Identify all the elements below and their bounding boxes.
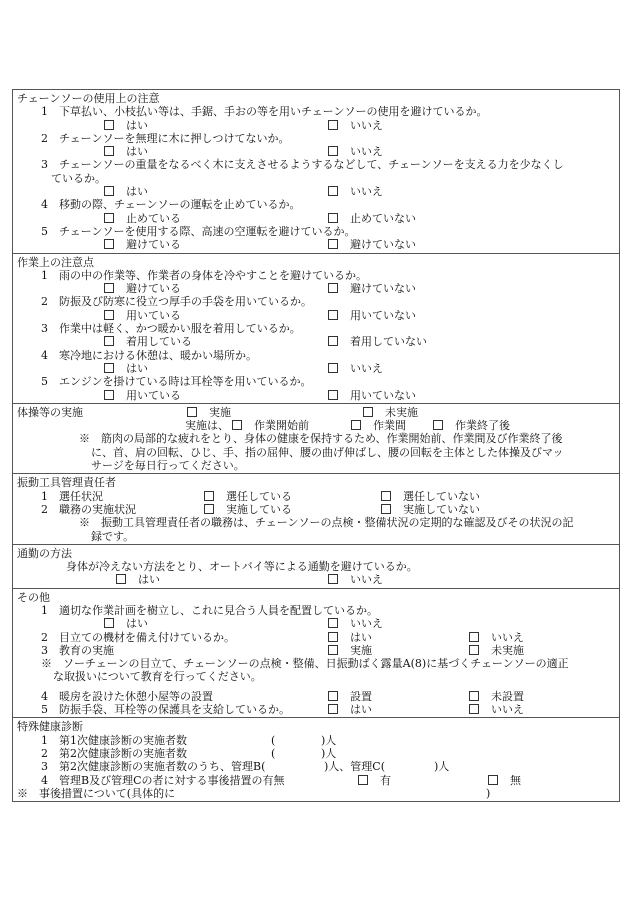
section-chainsaw-usage — [13, 90, 619, 253]
question: 1 第1次健康診断の実施者数 — [41, 733, 187, 747]
option-no[interactable]: いいえ — [328, 185, 383, 198]
paren-close: )人 — [321, 746, 337, 760]
paren-open: ( — [271, 746, 276, 760]
option-stop[interactable]: 止めている — [104, 212, 181, 225]
label-when: 実施は、 — [185, 419, 229, 433]
option-nouse[interactable]: 用いていない — [328, 309, 416, 322]
checkbox[interactable] — [104, 618, 114, 628]
checkbox[interactable] — [104, 336, 114, 346]
option-yes[interactable]: はい — [104, 617, 148, 630]
question: 4 寒冷地における休憩は、暖かい場所か。 — [41, 348, 257, 362]
option-noavoid[interactable]: 避けていない — [328, 238, 416, 251]
option-notimpl[interactable]: 実施していない — [381, 503, 480, 516]
option-no[interactable]: いいえ — [328, 145, 383, 158]
section-title: チェーンソーの使用上の注意 — [17, 92, 160, 105]
checkbox[interactable] — [328, 632, 338, 642]
option-yes[interactable]: はい — [104, 145, 148, 158]
section-title: 作業上の注意点 — [17, 255, 94, 269]
checkbox[interactable] — [104, 239, 114, 249]
option-yes[interactable]: はい — [328, 703, 372, 716]
section-other — [13, 588, 619, 718]
option-use[interactable]: 用いている — [104, 309, 181, 322]
question: 4 移動の際、チェーンソーの運転を止めているか。 — [41, 198, 301, 212]
option-wear[interactable]: 着用している — [104, 335, 192, 348]
checkbox[interactable] — [381, 491, 391, 501]
checkbox[interactable] — [328, 390, 338, 400]
section-exercise — [13, 403, 619, 473]
option-avoid[interactable]: 避けている — [104, 238, 181, 251]
option-no[interactable]: いいえ — [328, 573, 383, 586]
option-use[interactable]: 用いている — [104, 389, 181, 402]
question: 3 チェーンソーの重量をなるべく木に支えさせるようするなどして、チェーンソーを支える力を少なくし — [41, 158, 564, 172]
option-noavoid[interactable]: 避けていない — [328, 282, 416, 295]
checkbox[interactable] — [488, 775, 498, 785]
note: ※ 振動工具管理責任者の職務は、チェーンソーの点検・整備状況の定期的な確認及びその状況の記 — [79, 516, 574, 530]
option-no[interactable]: いいえ — [469, 631, 524, 644]
note-cont: に、首、肩の回転、ひじ、手、指の屈伸、腰の曲げ伸ばし、腰の回転を主体とした体操及びマッ — [91, 445, 564, 459]
option-after[interactable]: 作業終了後 — [433, 419, 510, 432]
note: ※ 事後措置について(具体的に — [17, 786, 176, 800]
option-done[interactable]: 実施 — [328, 644, 372, 657]
checkbox[interactable] — [328, 283, 338, 293]
checkbox[interactable] — [328, 120, 338, 130]
paren-close: )人 — [321, 733, 337, 747]
section-title: その他 — [17, 590, 50, 604]
option-nostop[interactable]: 止めていない — [328, 212, 416, 225]
question: 1 雨の中の作業等、作業者の身体を冷やすことを避けているか。 — [41, 268, 367, 282]
checkbox[interactable] — [328, 146, 338, 156]
question: 1 下草払い、小枝払い等は、手鋸、手おの等を用いチェーンソーの使用を避けているか。 — [41, 105, 488, 119]
option-notdone[interactable]: 未実施 — [469, 644, 524, 657]
question: 2 防振及び防寒に役立つ厚手の手袋を用いているか。 — [41, 295, 312, 309]
question: 2 第2次健康診断の実施者数 — [41, 746, 187, 760]
option-nouse[interactable]: 用いていない — [328, 389, 416, 402]
section-title: 体操等の実施 — [17, 405, 83, 419]
section-title: 特殊健康診断 — [17, 720, 83, 734]
checkbox[interactable] — [433, 420, 443, 430]
option-before[interactable]: 作業開始前 — [232, 419, 309, 432]
option-no[interactable]: いいえ — [328, 617, 383, 630]
question: 4 管理B及び管理Cの者に対する事後措置の有無 — [41, 773, 285, 787]
checkbox[interactable] — [116, 574, 126, 584]
option-nowear[interactable]: 着用していない — [328, 335, 427, 348]
checkbox[interactable] — [469, 704, 479, 714]
section-commute — [13, 544, 619, 588]
note-cont: 録です。 — [91, 529, 135, 543]
option-yes[interactable]: はい — [328, 631, 372, 644]
question: 5 防振手袋、耳栓等の保護具を支給しているか。 — [41, 703, 290, 717]
checkbox[interactable] — [328, 704, 338, 714]
question: 5 チェーンソーを使用する際、高速の空運転を避けているか。 — [41, 224, 356, 238]
checkbox[interactable] — [104, 186, 114, 196]
checkbox[interactable] — [328, 310, 338, 320]
checkbox[interactable] — [328, 645, 338, 655]
question: 5 エンジンを掛けている時は耳栓等を用いているか。 — [41, 375, 312, 389]
option-appointed[interactable]: 選任している — [204, 490, 292, 503]
section-title: 振動工具管理責任者 — [17, 476, 116, 490]
question: 2 職務の実施状況 — [41, 502, 136, 516]
checkbox[interactable] — [469, 645, 479, 655]
checkbox[interactable] — [104, 283, 114, 293]
section-work-precautions — [13, 253, 619, 403]
checkbox[interactable] — [351, 420, 361, 430]
section-title: 通勤の方法 — [17, 546, 72, 560]
option-yes[interactable]: はい — [104, 185, 148, 198]
option-no[interactable]: いいえ — [328, 362, 383, 375]
checkbox[interactable] — [381, 504, 391, 514]
question: 3 教育の実施 — [41, 643, 114, 657]
paren-close: ) — [486, 786, 491, 800]
question: 2 チェーンソーを無理に木に押しつけてないか。 — [41, 131, 290, 145]
option-yes[interactable]: 有 — [358, 774, 391, 787]
checkbox[interactable] — [328, 691, 338, 701]
checkbox[interactable] — [328, 186, 338, 196]
section-health-check — [13, 717, 619, 801]
option-yes[interactable]: はい — [116, 573, 160, 586]
question-cont: ているか。 — [51, 171, 106, 185]
option-notappointed[interactable]: 選任していない — [381, 490, 480, 503]
label-manage-c: )人、管理C( — [324, 760, 385, 774]
checkbox[interactable] — [328, 618, 338, 628]
checkbox[interactable] — [469, 632, 479, 642]
option-during[interactable]: 作業間 — [351, 419, 406, 432]
checkbox[interactable] — [328, 574, 338, 584]
checkbox[interactable] — [104, 146, 114, 156]
option-yes[interactable]: はい — [104, 119, 148, 132]
question: 身体が冷えない方法をとり、オートバイ等による通勤を避けているか。 — [66, 560, 418, 574]
option-impl[interactable]: 実施している — [204, 503, 292, 516]
paren-close: )人 — [434, 760, 450, 774]
checkbox[interactable] — [187, 407, 197, 417]
note: ※ 筋肉の局部的な疲れをとり、身体の健康を保持するため、作業開始前、作業間及び作業終了後 — [79, 432, 563, 446]
checkbox[interactable] — [104, 310, 114, 320]
option-no[interactable]: いいえ — [328, 119, 383, 132]
checkbox[interactable] — [358, 775, 368, 785]
note-cont: サージを毎日行ってください。 — [91, 459, 245, 473]
count-input[interactable] — [285, 747, 319, 759]
option-avoid[interactable]: 避けている — [104, 282, 181, 295]
checkbox[interactable] — [104, 363, 114, 373]
checkbox[interactable] — [204, 504, 214, 514]
question: 3 作業中は軽く、かつ暖かい服を着用しているか。 — [41, 322, 301, 336]
question: 4 暖房を設けた休憩小屋等の設置 — [41, 689, 213, 703]
checkbox[interactable] — [104, 213, 114, 223]
checkbox[interactable] — [328, 239, 338, 249]
question: 3 第2次健康診断の実施者数のうち、管理B( — [41, 760, 266, 774]
note-cont: な取扱いについて教育を行ってください。 — [53, 670, 262, 684]
option-noinst[interactable]: 未設置 — [469, 690, 524, 703]
option-done[interactable]: 実施 — [187, 406, 231, 419]
note: ※ ソーチェーンの目立て、チェーンソーの点検・整備、日振動ばく露量A(8)に基づくチェーンソーの適正 — [41, 657, 569, 671]
checkbox[interactable] — [328, 213, 338, 223]
paren-open: ( — [271, 733, 276, 747]
count-input[interactable] — [285, 734, 319, 746]
checklist-form — [12, 89, 620, 802]
question: 1 選任状況 — [41, 489, 103, 503]
checkbox[interactable] — [104, 120, 114, 130]
question: 2 目立ての機材を備え付けているか。 — [41, 630, 235, 644]
option-no[interactable]: 無 — [488, 774, 521, 787]
option-inst[interactable]: 設置 — [328, 690, 372, 703]
checkbox[interactable] — [232, 420, 242, 430]
option-notdone[interactable]: 未実施 — [363, 406, 418, 419]
checkbox[interactable] — [328, 363, 338, 373]
section-vibration-manager — [13, 473, 619, 543]
checkbox[interactable] — [104, 390, 114, 400]
question: 1 適切な作業計画を樹立し、これに見合う人員を配置しているか。 — [41, 603, 378, 617]
checkbox[interactable] — [363, 407, 373, 417]
checkbox[interactable] — [469, 691, 479, 701]
checkbox[interactable] — [204, 491, 214, 501]
checkbox[interactable] — [328, 336, 338, 346]
option-no[interactable]: いいえ — [469, 703, 524, 716]
option-yes[interactable]: はい — [104, 362, 148, 375]
